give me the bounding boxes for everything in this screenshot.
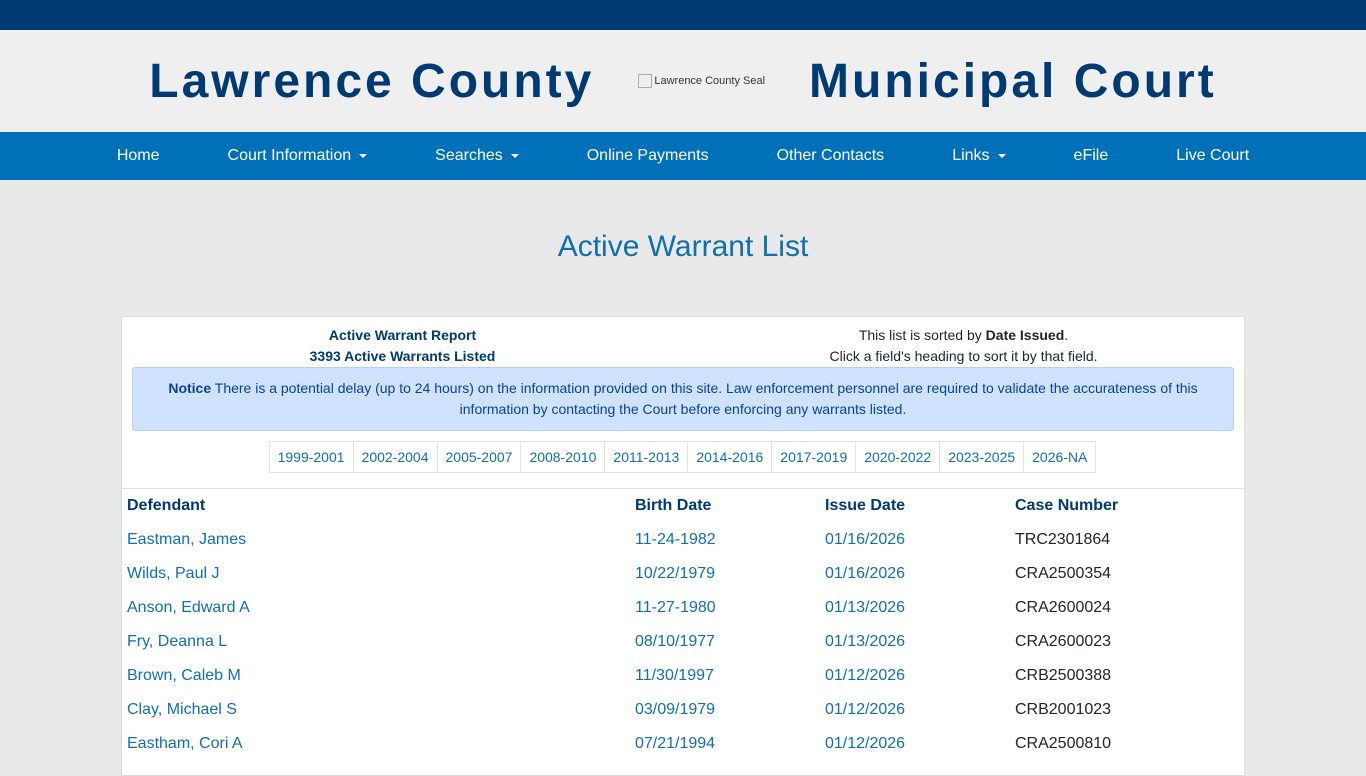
warrant-table (122, 488, 1244, 761)
table-row (122, 625, 1244, 659)
nav-item-online-payments[interactable] (587, 147, 709, 165)
issue-date-link[interactable]: 01/13/2026 (825, 599, 906, 616)
site-header (0, 30, 1366, 132)
caret-down-icon (511, 154, 519, 158)
table-header (122, 489, 1244, 523)
year-range-link[interactable]: 2017-2019 (771, 441, 856, 473)
seal-alt-text: Lawrence County Seal (654, 75, 766, 87)
case-number: CRB2001023 (1015, 701, 1112, 718)
table-cell (825, 565, 1015, 583)
table-cell (825, 735, 1015, 753)
issue-date-link[interactable]: 01/16/2026 (825, 531, 906, 548)
report-summary (122, 325, 683, 367)
table-cell (1015, 701, 1111, 719)
nav-item-searches[interactable] (435, 147, 519, 165)
notice-alert (132, 367, 1234, 431)
nav-label: Live Court (1176, 147, 1250, 164)
case-number: CRA2500354 (1015, 565, 1112, 582)
nav-item-home[interactable] (117, 147, 160, 165)
table-row (122, 523, 1244, 557)
defendant-link[interactable]: Anson, Edward A (127, 599, 250, 616)
nav-item-court-information[interactable] (228, 147, 368, 165)
nav-label: eFile (1073, 147, 1109, 164)
sort-prefix: This list is sorted by (858, 327, 986, 343)
table-cell (635, 633, 825, 651)
warrant-card (121, 316, 1245, 776)
sort-info (683, 325, 1244, 367)
issue-date-link[interactable]: 01/12/2026 (825, 735, 906, 752)
table-cell (825, 667, 1015, 685)
table-cell (122, 599, 635, 617)
year-range-link[interactable]: 2023-2025 (939, 441, 1024, 473)
caret-down-icon (998, 154, 1006, 158)
table-cell (1015, 633, 1111, 651)
table-cell (122, 531, 635, 549)
nav-label: Other Contacts (776, 147, 885, 164)
table-cell (1015, 565, 1111, 583)
birth-date-link[interactable]: 08/10/1977 (635, 633, 716, 650)
defendant-link[interactable]: Eastham, Cori A (127, 735, 243, 752)
table-cell (635, 667, 825, 685)
table-cell (1015, 667, 1111, 685)
nav-item-live-court[interactable] (1176, 147, 1249, 165)
table-cell (122, 735, 635, 753)
warrant-count: 3393 Active Warrants Listed (309, 348, 496, 364)
table-cell (825, 531, 1015, 549)
birth-date-link[interactable]: 10/22/1979 (635, 565, 716, 582)
birth-date-link[interactable]: 11-24-1982 (635, 531, 716, 548)
defendant-link[interactable]: Fry, Deanna L (127, 633, 228, 650)
birth-date-link[interactable]: 03/09/1979 (635, 701, 716, 718)
nav-label: Online Payments (586, 147, 709, 164)
table-cell (635, 599, 825, 617)
case-number: CRA2500810 (1015, 735, 1112, 752)
column-header[interactable]: Defendant (127, 497, 206, 514)
nav-label: Searches (435, 147, 503, 164)
case-number: CRA2600023 (1015, 633, 1112, 650)
table-cell (825, 633, 1015, 651)
issue-date-link[interactable]: 01/12/2026 (825, 701, 906, 718)
year-range-pagination (122, 441, 1244, 473)
notice-text: There is a potential delay (up to 24 hours) on the information provided on this site. Law enforcement personnel are required to validate the accurateness of this information by contacting the Court before enforcing any warrants listed. (211, 380, 1198, 417)
case-number: CRA2600024 (1015, 599, 1112, 616)
header-title-left: Lawrence County (149, 54, 595, 108)
nav-label: Home (116, 147, 160, 164)
table-cell (122, 667, 635, 685)
table-cell (635, 735, 825, 753)
header-title-right: Municipal Court (809, 54, 1217, 108)
top-bar (0, 0, 1366, 30)
table-cell (1015, 599, 1111, 617)
defendant-link[interactable]: Clay, Michael S (127, 701, 237, 718)
table-cell (635, 531, 825, 549)
table-cell (635, 701, 825, 719)
issue-date-link[interactable]: 01/13/2026 (825, 633, 906, 650)
year-range-link[interactable]: 2011-2013 (604, 441, 688, 473)
nav-item-efile[interactable] (1074, 147, 1109, 165)
defendant-link[interactable]: Wilds, Paul J (127, 565, 220, 582)
birth-date-link[interactable]: 11/30/1997 (635, 667, 714, 684)
sort-field: Date Issued (985, 327, 1065, 343)
column-header[interactable]: Case Number (1015, 497, 1119, 514)
defendant-link[interactable]: Brown, Caleb M (127, 667, 241, 684)
year-range-link[interactable]: 2026-NA (1023, 441, 1096, 473)
table-row (122, 591, 1244, 625)
table-cell (122, 565, 635, 583)
table-cell (122, 701, 635, 719)
issue-date-link[interactable]: 01/16/2026 (825, 565, 906, 582)
year-range-link[interactable]: 2005-2007 (437, 441, 522, 473)
year-range-link[interactable]: 2020-2022 (855, 441, 940, 473)
nav-label: Links (952, 147, 990, 164)
table-cell (825, 701, 1015, 719)
nav-label: Court Information (227, 147, 352, 164)
issue-date-link[interactable]: 01/12/2026 (825, 667, 906, 684)
sort-suffix: . (1064, 327, 1069, 343)
notice-label: Notice (168, 380, 212, 396)
broken-image-icon (638, 74, 652, 88)
year-range-link[interactable]: 2008-2010 (520, 441, 605, 473)
table-cell (635, 565, 825, 583)
page-title: Active Warrant List (557, 230, 809, 263)
column-header[interactable]: Birth Date (635, 497, 712, 514)
case-number: CRB2500388 (1015, 667, 1112, 684)
nav-item-other-contacts[interactable] (777, 147, 885, 165)
main-nav (0, 132, 1366, 180)
table-row (122, 693, 1244, 727)
year-range-link[interactable]: 2014-2016 (687, 441, 772, 473)
year-range-link[interactable]: 2002-2004 (353, 441, 438, 473)
table-cell (825, 599, 1015, 617)
birth-date-link[interactable]: 07/21/1994 (635, 735, 716, 752)
sort-hint: Click a field's heading to sort it by that field. (829, 348, 1098, 364)
nav-item-links[interactable] (952, 147, 1005, 165)
year-range-link[interactable]: 1999-2001 (269, 441, 354, 473)
table-cell (1015, 531, 1110, 549)
defendant-link[interactable]: Eastman, James (127, 531, 247, 548)
table-row (122, 659, 1244, 693)
column-header[interactable]: Issue Date (825, 497, 906, 514)
caret-down-icon (359, 154, 367, 158)
table-row (122, 727, 1244, 761)
county-seal-image (638, 74, 765, 88)
case-number: TRC2301864 (1015, 531, 1111, 548)
table-cell (122, 633, 635, 651)
table-cell (1015, 735, 1111, 753)
birth-date-link[interactable]: 11-27-1980 (635, 599, 716, 616)
table-row (122, 557, 1244, 591)
report-title: Active Warrant Report (328, 327, 477, 343)
